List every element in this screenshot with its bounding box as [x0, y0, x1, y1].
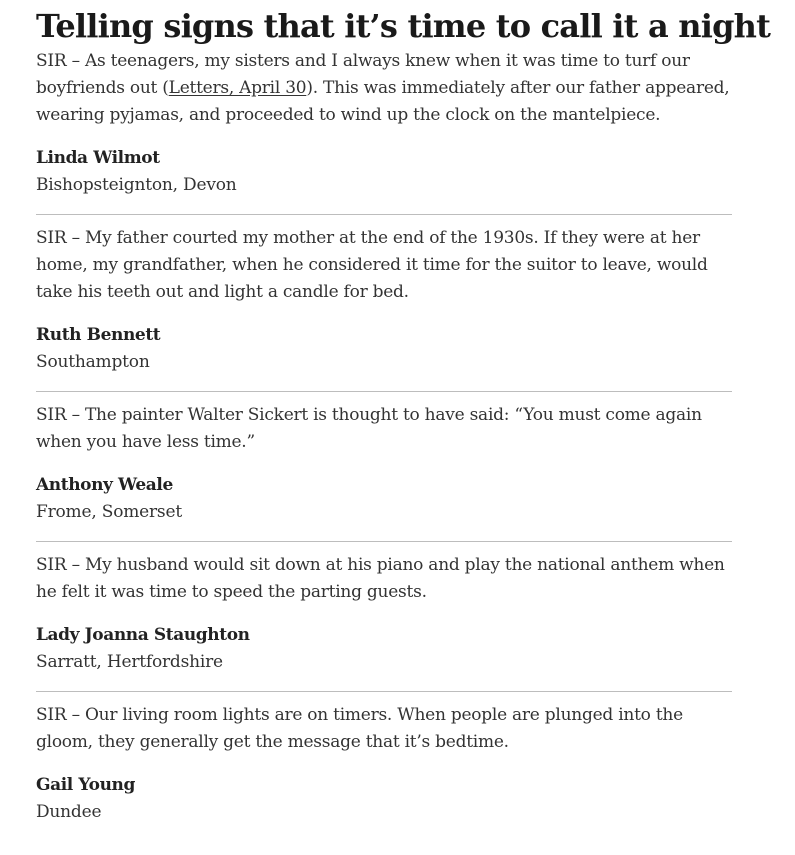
letter-place: Southampton	[36, 352, 150, 372]
letter-author: Ruth Bennett	[36, 325, 161, 345]
letter-place: Dundee	[36, 802, 102, 822]
letter-body-text: SIR – As teenagers, my sisters and I always knew when it was time to turf our boyfriends out (	[36, 51, 690, 98]
letter-body	[36, 48, 732, 129]
letter-3	[36, 402, 732, 526]
letter-author: Gail Young	[36, 775, 135, 795]
letter-body: SIR – My father courted my mother at the end of the 1930s. If they were at her home, my grandfather, when he considered it time for the suitor to leave, would take his teeth out and light a candle for bed.	[36, 228, 708, 302]
letter-place: Bishopsteignton, Devon	[36, 175, 237, 195]
letter-4	[36, 552, 732, 676]
page-title: Telling signs that it’s time to call it a night	[36, 7, 771, 45]
letter-2	[36, 225, 732, 376]
divider	[36, 541, 732, 542]
divider	[36, 391, 732, 392]
letter-body: SIR – The painter Walter Sickert is thought to have said: “You must come again when you have less time.”	[36, 405, 702, 452]
letter-body: SIR – My husband would sit down at his piano and play the national anthem when he felt it was time to speed the parting guests.	[36, 555, 725, 602]
letter-author: Anthony Weale	[36, 475, 173, 495]
letter-body: SIR – Our living room lights are on timers. When people are plunged into the gloom, they generally get the message that it’s bedtime.	[36, 705, 683, 752]
divider	[36, 691, 732, 692]
letter-author: Linda Wilmot	[36, 148, 160, 168]
letter-body-text: ). This was immediately after our father appeared, wearing pyjamas, and proceeded to wind up the clock on the mantelpiece.	[36, 78, 730, 125]
letter-1	[36, 48, 732, 199]
letter-place: Sarratt, Hertfordshire	[36, 652, 223, 672]
letter-author: Lady Joanna Staughton	[36, 625, 250, 645]
letter-place: Frome, Somerset	[36, 502, 182, 522]
letter-5	[36, 702, 732, 826]
letters-april-30-link[interactable]: Letters, April 30	[168, 78, 307, 98]
divider	[36, 214, 732, 215]
